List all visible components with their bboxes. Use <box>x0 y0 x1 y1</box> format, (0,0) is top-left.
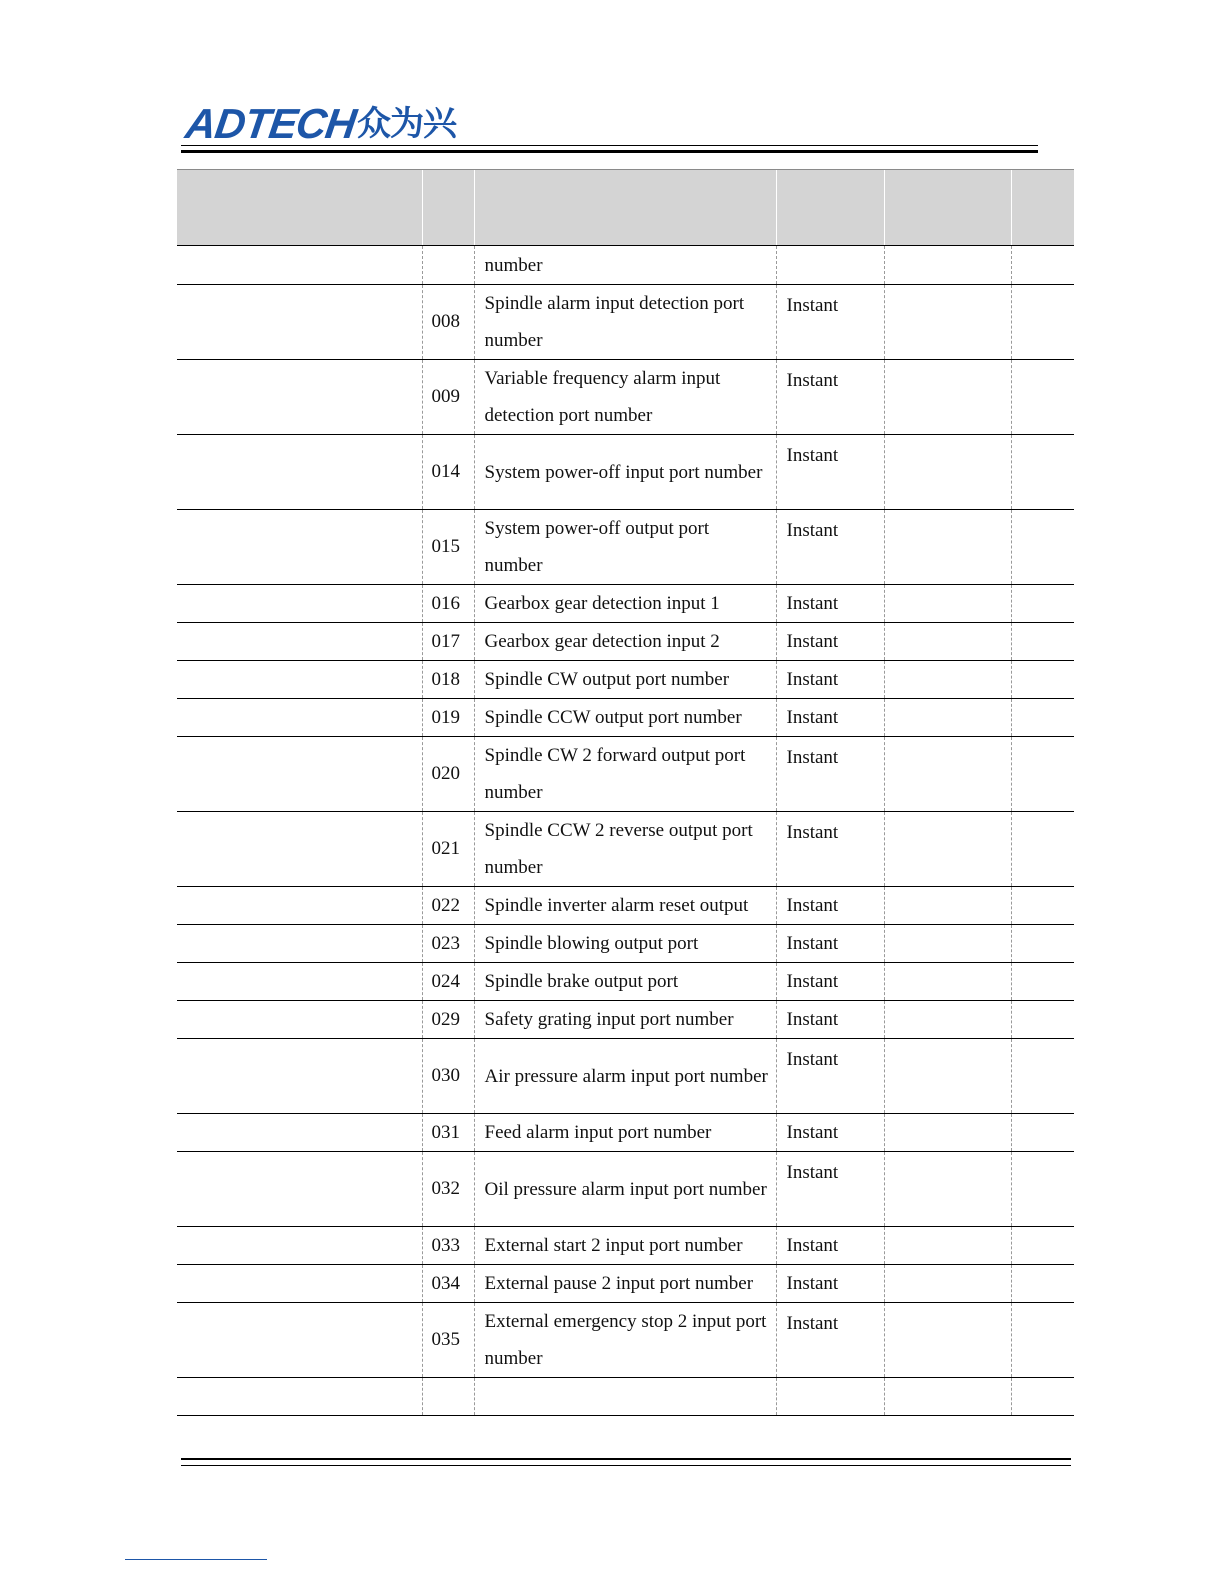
default-cell <box>1011 1001 1074 1039</box>
effective-cell: Instant <box>776 887 884 925</box>
effective-cell: Instant <box>776 737 884 812</box>
default-cell <box>1011 699 1074 737</box>
table-row <box>177 623 1074 661</box>
default-cell <box>1011 1227 1074 1265</box>
footnote-separator <box>125 1559 267 1560</box>
effective-cell <box>776 1378 884 1416</box>
category-cell <box>177 737 422 812</box>
effective-cell: Instant <box>776 360 884 435</box>
param-description-cell <box>474 1378 776 1416</box>
default-cell <box>1011 812 1074 887</box>
range-cell <box>884 661 1011 699</box>
param-number-cell: 032 <box>422 1152 474 1227</box>
logo-chinese-name: 众为兴 <box>357 104 456 144</box>
table-row <box>177 699 1074 737</box>
range-cell <box>884 1039 1011 1114</box>
range-cell <box>884 246 1011 285</box>
default-cell <box>1011 285 1074 360</box>
header-rule-thick <box>181 150 1038 153</box>
range-cell <box>884 699 1011 737</box>
param-description-cell: Gearbox gear detection input 2 <box>474 623 776 661</box>
category-cell <box>177 812 422 887</box>
range-cell <box>884 1303 1011 1378</box>
parameter-table <box>177 169 1074 1416</box>
default-cell <box>1011 737 1074 812</box>
range-cell <box>884 285 1011 360</box>
range-cell <box>884 1114 1011 1152</box>
param-number-cell <box>422 246 474 285</box>
param-number-cell: 021 <box>422 812 474 887</box>
default-cell <box>1011 925 1074 963</box>
effective-cell: Instant <box>776 585 884 623</box>
table-row <box>177 925 1074 963</box>
effective-cell: Instant <box>776 963 884 1001</box>
header-cell-default <box>1011 170 1074 246</box>
table-row <box>177 1152 1074 1227</box>
range-cell <box>884 963 1011 1001</box>
table-row <box>177 360 1074 435</box>
category-cell <box>177 925 422 963</box>
table-row-continued <box>177 246 1074 285</box>
default-cell <box>1011 1152 1074 1227</box>
category-cell <box>177 510 422 585</box>
default-cell <box>1011 510 1074 585</box>
default-cell <box>1011 1378 1074 1416</box>
param-description-cell: Spindle alarm input detection port number <box>474 285 776 360</box>
category-cell <box>177 1039 422 1114</box>
default-cell <box>1011 1303 1074 1378</box>
param-number-cell: 023 <box>422 925 474 963</box>
param-number-cell <box>422 1378 474 1416</box>
param-description-cell: Gearbox gear detection input 1 <box>474 585 776 623</box>
param-number-cell: 017 <box>422 623 474 661</box>
param-number-cell: 020 <box>422 737 474 812</box>
param-description-cell: System power-off input port number <box>474 435 776 510</box>
category-cell <box>177 623 422 661</box>
range-cell <box>884 435 1011 510</box>
param-description-cell: Variable frequency alarm input detection port number <box>474 360 776 435</box>
header-cell-range <box>884 170 1011 246</box>
table-row <box>177 963 1074 1001</box>
param-number-cell: 034 <box>422 1265 474 1303</box>
table-row <box>177 1114 1074 1152</box>
effective-cell: Instant <box>776 812 884 887</box>
param-description-cell: External start 2 input port number <box>474 1227 776 1265</box>
effective-cell: Instant <box>776 435 884 510</box>
footer-rule-thin <box>181 1465 1071 1466</box>
param-number-cell: 031 <box>422 1114 474 1152</box>
logo-wordmark: ADTECH <box>182 100 359 147</box>
range-cell <box>884 623 1011 661</box>
param-description-cell: Spindle brake output port <box>474 963 776 1001</box>
effective-cell: Instant <box>776 699 884 737</box>
param-description-cell: Spindle CCW output port number <box>474 699 776 737</box>
default-cell <box>1011 1039 1074 1114</box>
table-row <box>177 435 1074 510</box>
category-cell <box>177 435 422 510</box>
param-description-cell: Spindle blowing output port <box>474 925 776 963</box>
param-description-cell: Oil pressure alarm input port number <box>474 1152 776 1227</box>
table-row <box>177 1265 1074 1303</box>
category-cell <box>177 1265 422 1303</box>
param-description-cell: Air pressure alarm input port number <box>474 1039 776 1114</box>
category-cell <box>177 699 422 737</box>
category-cell <box>177 1152 422 1227</box>
category-cell <box>177 1001 422 1039</box>
default-cell <box>1011 1265 1074 1303</box>
effective-cell: Instant <box>776 285 884 360</box>
range-cell <box>884 1227 1011 1265</box>
param-description-cell: number <box>474 246 776 285</box>
param-description-cell: Spindle CW 2 forward output port number <box>474 737 776 812</box>
effective-cell: Instant <box>776 1001 884 1039</box>
default-cell <box>1011 585 1074 623</box>
param-description-cell: Spindle inverter alarm reset output <box>474 887 776 925</box>
company-logo <box>182 100 456 147</box>
effective-cell <box>776 246 884 285</box>
param-number-cell: 009 <box>422 360 474 435</box>
category-cell <box>177 1227 422 1265</box>
effective-cell: Instant <box>776 1303 884 1378</box>
default-cell <box>1011 887 1074 925</box>
table-header <box>177 170 1074 246</box>
effective-cell: Instant <box>776 1114 884 1152</box>
default-cell <box>1011 435 1074 510</box>
category-cell <box>177 1303 422 1378</box>
effective-cell: Instant <box>776 1039 884 1114</box>
table-row <box>177 510 1074 585</box>
effective-cell: Instant <box>776 661 884 699</box>
category-cell <box>177 1378 422 1416</box>
category-cell <box>177 360 422 435</box>
param-number-cell: 022 <box>422 887 474 925</box>
effective-cell: Instant <box>776 1227 884 1265</box>
range-cell <box>884 887 1011 925</box>
param-description-cell: Feed alarm input port number <box>474 1114 776 1152</box>
param-description-cell: External pause 2 input port number <box>474 1265 776 1303</box>
param-number-cell: 024 <box>422 963 474 1001</box>
header-cell-effective <box>776 170 884 246</box>
table-row <box>177 1227 1074 1265</box>
range-cell <box>884 737 1011 812</box>
table-row <box>177 737 1074 812</box>
param-description-cell: Spindle CW output port number <box>474 661 776 699</box>
footer-rule-thick <box>181 1458 1071 1460</box>
default-cell <box>1011 246 1074 285</box>
param-number-cell: 008 <box>422 285 474 360</box>
effective-cell: Instant <box>776 925 884 963</box>
default-cell <box>1011 360 1074 435</box>
category-cell <box>177 963 422 1001</box>
param-number-cell: 014 <box>422 435 474 510</box>
header-rule-thin <box>181 145 1038 146</box>
table-row <box>177 1039 1074 1114</box>
default-cell <box>1011 1114 1074 1152</box>
range-cell <box>884 1378 1011 1416</box>
effective-cell: Instant <box>776 1265 884 1303</box>
param-number-cell: 035 <box>422 1303 474 1378</box>
header-cell-number <box>422 170 474 246</box>
param-number-cell: 029 <box>422 1001 474 1039</box>
table-row <box>177 887 1074 925</box>
param-number-cell: 033 <box>422 1227 474 1265</box>
table-row <box>177 812 1074 887</box>
range-cell <box>884 812 1011 887</box>
table-row <box>177 1001 1074 1039</box>
default-cell <box>1011 963 1074 1001</box>
range-cell <box>884 360 1011 435</box>
effective-cell: Instant <box>776 1152 884 1227</box>
effective-cell: Instant <box>776 510 884 585</box>
default-cell <box>1011 661 1074 699</box>
header-cell-description <box>474 170 776 246</box>
category-cell <box>177 246 422 285</box>
param-number-cell: 018 <box>422 661 474 699</box>
table-row <box>177 285 1074 360</box>
param-number-cell: 030 <box>422 1039 474 1114</box>
table-row-empty <box>177 1378 1074 1416</box>
range-cell <box>884 585 1011 623</box>
range-cell <box>884 1152 1011 1227</box>
param-description-cell: External emergency stop 2 input port number <box>474 1303 776 1378</box>
range-cell <box>884 1001 1011 1039</box>
param-description-cell: Safety grating input port number <box>474 1001 776 1039</box>
param-number-cell: 016 <box>422 585 474 623</box>
param-description-cell: System power-off output port number <box>474 510 776 585</box>
category-cell <box>177 285 422 360</box>
range-cell <box>884 1265 1011 1303</box>
category-cell <box>177 1114 422 1152</box>
table-body <box>177 246 1074 1416</box>
param-number-cell: 019 <box>422 699 474 737</box>
category-cell <box>177 661 422 699</box>
table-row <box>177 1303 1074 1378</box>
range-cell <box>884 510 1011 585</box>
category-cell <box>177 887 422 925</box>
table-row <box>177 585 1074 623</box>
range-cell <box>884 925 1011 963</box>
effective-cell: Instant <box>776 623 884 661</box>
default-cell <box>1011 623 1074 661</box>
header-cell-category <box>177 170 422 246</box>
param-description-cell: Spindle CCW 2 reverse output port number <box>474 812 776 887</box>
category-cell <box>177 585 422 623</box>
table-row <box>177 661 1074 699</box>
param-number-cell: 015 <box>422 510 474 585</box>
